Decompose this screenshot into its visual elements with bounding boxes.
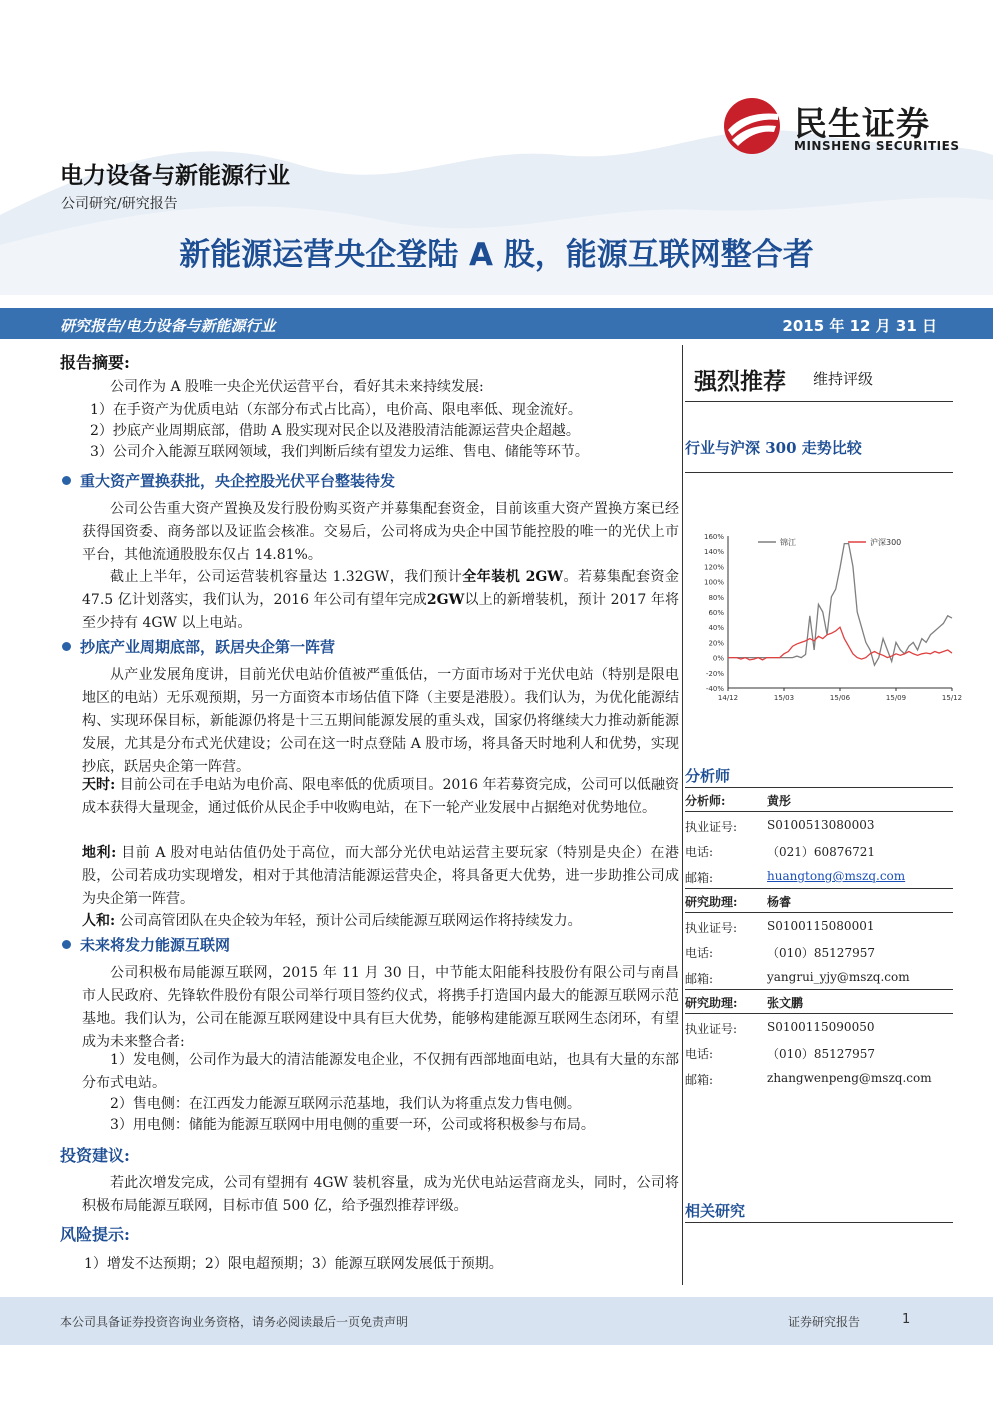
analyst-2-name: 杨睿 bbox=[767, 895, 792, 909]
chart-y-tick-label: -40% bbox=[705, 685, 724, 693]
summary-point-2: 2）抄底产业周期底部，借助 A 股实现对民企以及港股清洁能源运营央企超越。 bbox=[90, 423, 580, 439]
risk-text: 1）增发不达预期；2）限电超预期；3）能源互联网发展低于预期。 bbox=[84, 1256, 503, 1272]
summary-title: 报告摘要: bbox=[60, 353, 130, 372]
analyst-1-role: 分析师: bbox=[685, 794, 726, 808]
footer-report-label: 证券研究报告 bbox=[788, 1315, 861, 1329]
section-3-para-1: 公司积极布局能源互联网，2015 年 11 月 30 日，中节能太阳能科技股份有限公司与南昌市人民政府、先锋软件股份有限公司举行项目签约仪式，将携手打造国内最大的能源互联网示范基地。我们认为，公司在能源互联网建设中具有巨大优势，能够构建能源互联网生态闭环，有望成为未来整合者: bbox=[82, 965, 679, 1050]
analyst-1-tel: （021）60876721 bbox=[767, 845, 875, 859]
chart-legend-label: 沪深300 bbox=[870, 538, 902, 547]
chart-x-tick-label: 15/12 bbox=[941, 694, 963, 702]
section-2-dili: 地利: 目前 A 股对电站估值仍处于高位，而大部分光伏电站运营主要玩家（特别是央企）在港股，公司若成功实现增发，相对于其他清洁能源运营央企，将具备更大优势，进一步助推公司成为央企第一阵营。 bbox=[82, 845, 679, 907]
chart-x-tick-label: 15/06 bbox=[829, 694, 851, 702]
rating-rule bbox=[685, 401, 953, 402]
chart-y-tick-label: 0% bbox=[712, 654, 724, 663]
chart-title: 行业与沪深 300 走势比较 bbox=[685, 439, 862, 457]
analyst-3-tel-label: 电话: bbox=[685, 1047, 714, 1061]
analyst-2-cert-label: 执业证号: bbox=[685, 921, 738, 935]
chart-y-tick-label: 120% bbox=[703, 563, 724, 572]
bullet-dot-icon bbox=[62, 476, 71, 485]
section-1-para-2: 截止上半年，公司运营装机容量达 1.32GW，我们预计全年装机 2GW。若募集配套资金 47.5 亿计划落实，我们认为，2016 年公司有望年完成2GW以上的新增装机，预计 2017 年将至少持有 4GW 以上电站。 bbox=[82, 569, 679, 631]
analyst-1-tel-label: 电话: bbox=[685, 845, 714, 859]
risk-title: 风险提示: bbox=[60, 1225, 130, 1244]
analyst-2-tel-label: 电话: bbox=[685, 946, 714, 960]
page-number: 1 bbox=[902, 1312, 911, 1327]
section-2-para-1: 从产业发展角度讲，目前光伏电站价值被严重低估，一方面市场对于光伏电站（特别是限电地区的电站）无乐观预期，另一方面资本市场估值下降（主要是港股）。我们认为，为优化能源结构、实现环保目标，新能源仍将是十三五期间能源发展的重头戏，国家仍将继续大力推动新能源发展，尤其是分布式光伏建设；公司在这一时点登陆 A 股市场，将具备天时地利人和优势，实现抄底，跃居央企第一阵营。 bbox=[82, 667, 679, 775]
logo-english-name: MINSHENG SECURITIES bbox=[794, 139, 960, 153]
analyst-1-name: 黄彤 bbox=[767, 794, 792, 808]
analyst-1-rule bbox=[685, 811, 953, 812]
chart-series-line bbox=[728, 627, 952, 660]
footer-disclaimer: 本公司具备证券投资咨询业务资格，请务必阅读最后一页免责声明 bbox=[60, 1315, 409, 1329]
analyst-section-title: 分析师 bbox=[685, 767, 731, 785]
chart-x-tick-label: 14/12 bbox=[717, 694, 739, 702]
stock-trend-chart bbox=[696, 522, 963, 708]
bullet-dot-icon bbox=[62, 642, 71, 651]
chart-y-tick-label: 160% bbox=[703, 533, 724, 541]
analyst-1-email-link[interactable]: huangtong@mszq.com bbox=[767, 869, 906, 883]
rating-note: 维持评级 bbox=[813, 370, 874, 388]
summary-intro: 公司作为 A 股唯一央企光伏运营平台，看好其未来持续发展: bbox=[110, 379, 484, 395]
chart-y-tick-label: 40% bbox=[708, 624, 724, 633]
analyst-3-rule bbox=[685, 1013, 953, 1014]
analyst-1-cert-label: 执业证号: bbox=[685, 820, 738, 834]
analyst-1-mail-label: 邮箱: bbox=[685, 871, 714, 885]
column-divider bbox=[682, 345, 683, 1285]
analyst-2-cert: S0100115080001 bbox=[767, 919, 875, 933]
chart-x-tick-label: 15/09 bbox=[885, 694, 907, 702]
section-2-heading: 抄底产业周期底部，跃居央企第一阵营 bbox=[62, 636, 335, 657]
industry-title: 电力设备与新能源行业 bbox=[60, 163, 290, 189]
section-2-renhe: 人和: 公司高管团队在央企较为年轻，预计公司后续能源互联网运作将持续发力。 bbox=[82, 913, 582, 929]
chart-y-tick-label: -20% bbox=[705, 669, 724, 678]
section-3-heading: 未来将发力能源互联网 bbox=[62, 934, 230, 955]
chart-y-tick-label: 80% bbox=[708, 593, 724, 602]
chart-y-tick-label: 20% bbox=[708, 639, 724, 648]
analyst-3-tel: （010）85127957 bbox=[767, 1047, 875, 1061]
analyst-2-email: yangrui_yjy@mszq.com bbox=[767, 970, 910, 984]
chart-y-tick-label: 100% bbox=[703, 578, 724, 587]
analyst-2-mail-label: 邮箱: bbox=[685, 972, 714, 986]
related-research-title: 相关研究 bbox=[685, 1202, 746, 1220]
chart-y-tick-label: 60% bbox=[708, 609, 724, 617]
report-type: 公司研究/研究报告 bbox=[61, 196, 178, 212]
chart-legend-label: 锦江 bbox=[780, 538, 796, 547]
analyst-1-cert: S0100513080003 bbox=[767, 818, 875, 832]
banner-category: 研究报告/电力设备与新能源行业 bbox=[60, 317, 276, 335]
chart-x-tick-label: 15/03 bbox=[773, 694, 795, 702]
analyst-3-cert-label: 执业证号: bbox=[685, 1022, 738, 1036]
analyst-3-mail-label: 邮箱: bbox=[685, 1073, 714, 1087]
analyst-2-rule bbox=[685, 912, 953, 913]
analyst-3-role: 研究助理: bbox=[685, 996, 738, 1010]
analyst-2-tel: （010）85127957 bbox=[767, 946, 875, 960]
bullet-dot-icon bbox=[62, 940, 71, 949]
chart-series-line bbox=[728, 544, 952, 666]
rating-value: 强烈推荐 bbox=[694, 369, 786, 395]
section-1-para-1: 公司公告重大资产置换及发行股份购买资产并募集配套资金，目前该重大资产置换方案已经获得国资委、商务部以及证监会核准。交易后，公司将成为央企中国节能控股的唯一的光伏上市平台，其他流通股股东仅占 14.81%。 bbox=[82, 501, 679, 563]
logo-chinese-name: 民生证券 bbox=[794, 104, 930, 143]
related-research-rule bbox=[685, 1222, 953, 1223]
section-3-item-2: 2）售电侧：在江西发力能源互联网示范基地，我们认为将重点发力售电侧。 bbox=[110, 1096, 581, 1112]
analyst-2-role: 研究助理: bbox=[685, 895, 738, 909]
analyst-rule bbox=[685, 787, 953, 788]
analyst-3-top-rule bbox=[685, 989, 953, 990]
section-1-heading: 重大资产置换获批，央企控股光伏平台整装待发 bbox=[62, 470, 395, 491]
analyst-3-name: 张文鹏 bbox=[767, 996, 804, 1010]
chart-rule bbox=[685, 472, 953, 473]
section-3-item-1: 1）发电侧，公司作为最大的清洁能源发电企业，不仅拥有西部地面电站，也具有大量的东部分布式电站。 bbox=[82, 1052, 679, 1091]
report-date: 2015 年 12 月 31 日 bbox=[782, 317, 937, 335]
summary-point-1: 1）在手资产为优质电站（东部分布式占比高），电价高、限电率低、现金流好。 bbox=[90, 402, 582, 418]
chart-y-tick-label: 140% bbox=[703, 548, 724, 557]
investment-title: 投资建议: bbox=[60, 1146, 130, 1165]
analyst-2-top-rule bbox=[685, 888, 953, 889]
analyst-3-email: zhangwenpeng@mszq.com bbox=[767, 1071, 932, 1085]
analyst-3-cert: S0100115090050 bbox=[767, 1020, 875, 1034]
section-2-tianshi: 天时: 目前公司在手电站为电价高、限电率低的优质项目。2016 年若募资完成，公司可以低融资成本获得大量现金，通过低价从民企手中收购电站，在下一轮产业发展中占据绝对优势地位。 bbox=[82, 777, 679, 816]
section-3-item-3: 3）用电侧：储能为能源互联网中用电侧的重要一环，公司或将积极参与布局。 bbox=[110, 1117, 595, 1133]
investment-text: 若此次增发完成，公司有望拥有 4GW 装机容量，成为光伏电站运营商龙头，同时，公司将积极布局能源互联网，目标市值 500 亿，给予强烈推荐评级。 bbox=[82, 1175, 679, 1214]
report-headline: 新能源运营央企登陆 A 股，能源互联网整合者 bbox=[179, 237, 814, 273]
summary-point-3: 3）公司介入能源互联网领域，我们判断后续有望发力运维、售电、储能等环节。 bbox=[90, 444, 589, 460]
